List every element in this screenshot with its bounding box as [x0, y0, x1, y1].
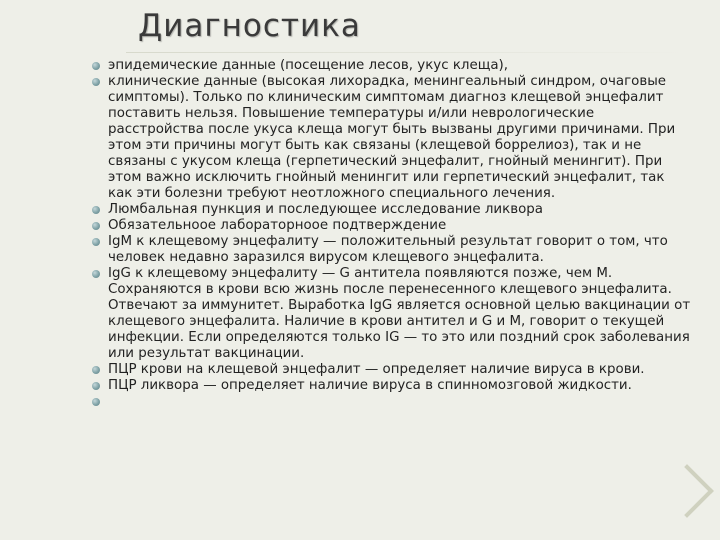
- bullet-icon: [92, 62, 100, 70]
- bullet-icon: [92, 398, 100, 406]
- bullet-icon: [92, 238, 100, 246]
- bullet-icon: [92, 78, 100, 86]
- bullet-text: IgG к клещевому энцефалиту — G антитела появляются позже, чем М. Сохраняются в крови всю жизнь после перенесенного клещевого энцефалита. Отвечают за иммунитет. Выработка IgG является основной целью вакцинации от клещевого энцефалита. Наличие в крови антител и G и M, говорит о текущей инфекции. Если определяются только IG — то это или поздний срок заболевания или результат вакцинации.: [108, 266, 691, 361]
- bullet-icon: [92, 270, 100, 278]
- bullet-item: [92, 58, 692, 74]
- bullet-item: [92, 218, 692, 234]
- bullet-item: [92, 394, 692, 410]
- bullet-icon: [92, 382, 100, 390]
- title-divider: [126, 52, 686, 53]
- bullet-text: клинические данные (высокая лихорадка, менингеальный синдром, очаговые симптомы). Только по клиническим симптомам диагноз клещевой энцефалит поставить нельзя. Повышение температуры и/или неврологические расстройства после укуса клеща могут быть вызваны другими причинами. При этом эти причины могут быть как связаны (клещевой боррелиоз), так и не связаны с укусом клеща (герпетический энцефалит, гнойный менингит). При этом важно исключить гнойный менингит или герпетический энцефалит, так как эти болезни требуют неотложного специального лечения.: [108, 74, 676, 201]
- bullet-item: [92, 266, 692, 362]
- bullet-text: эпидемические данные (посещение лесов, укус клеща),: [108, 58, 509, 73]
- bullet-text: ПЦР крови на клещевой энцефалит — определяет наличие вируса в крови.: [108, 362, 645, 377]
- bullet-text: IgM к клещевому энцефалиту — положительный результат говорит о том, что человек недавно заразился вирусом клещевого энцефалита.: [108, 234, 668, 265]
- bullet-item: [92, 202, 692, 218]
- bullet-item: [92, 74, 692, 202]
- bullet-text: ПЦР ликвора — определяет наличие вируса в спинномозговой жидкости.: [108, 378, 632, 393]
- bullet-text: Люмбальная пункция и последующее исследование ликвора: [108, 202, 544, 217]
- bullet-item: [92, 234, 692, 266]
- corner-decoration: [660, 464, 714, 518]
- bullet-item: [92, 362, 692, 378]
- bullet-item: [92, 378, 692, 394]
- slide-title: Диагностика: [138, 8, 361, 44]
- bullet-list: [92, 58, 692, 410]
- bullet-icon: [92, 366, 100, 374]
- bullet-text: Обязательноое лабораторноое подтверждение: [108, 218, 447, 233]
- bullet-icon: [92, 206, 100, 214]
- bullet-icon: [92, 222, 100, 230]
